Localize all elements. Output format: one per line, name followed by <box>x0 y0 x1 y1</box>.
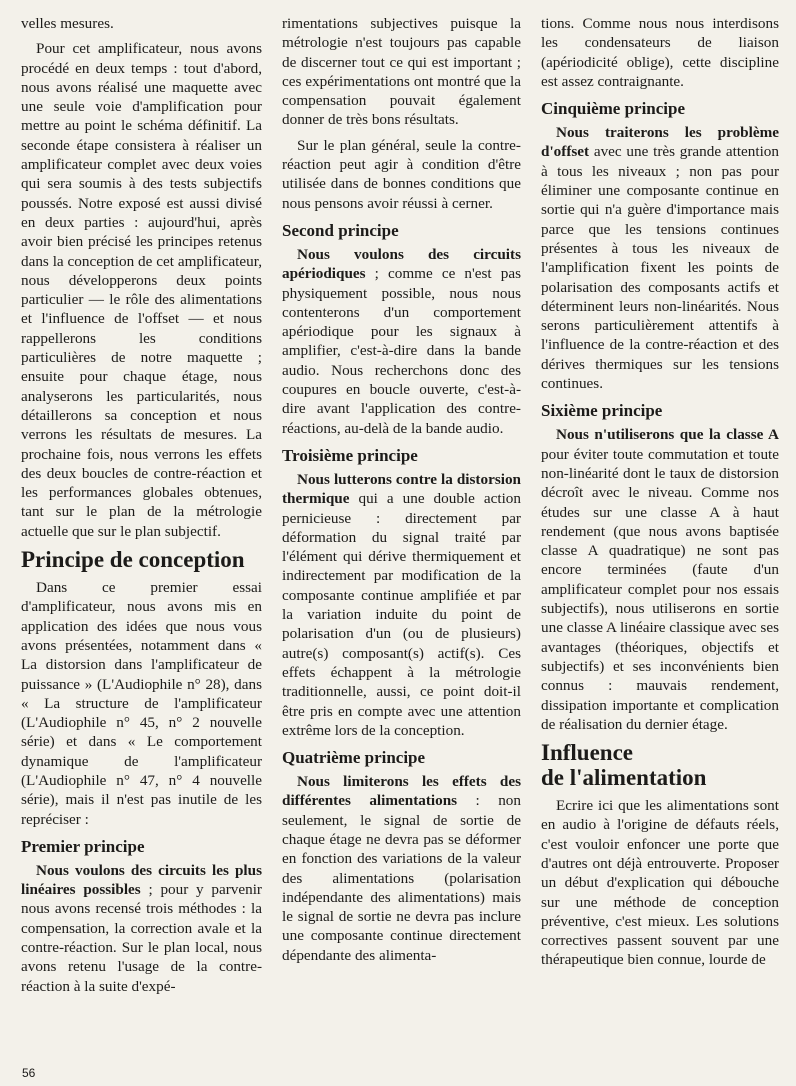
paragraph <box>282 245 521 438</box>
section-heading: Principe de conception <box>21 547 245 573</box>
page-number: 56 <box>22 1066 36 1080</box>
paragraph: velles mesures. <box>21 15 114 32</box>
paragraph: Dans ce premier essai d'amplificateur, nous avons mis en application des idées que nous vous avons présentées, notamment dans « La distorsion dans l'amplificateur de puissance » (L'Audiophile n° 28), dans « La structure de l'amplificateur (L'Audiophile n° 45, n° 2 nouvelle série) et dans « Le comportement dynamique de l'amplificateur (L'Audiophile n° 47, n° 4 nouvelle série), mais il n'est pas inutile de les repréciser : <box>21 579 262 828</box>
paragraph-text: avec une très grande attention à tous les niveaux ; non pas pour éliminer une composante continue en sortie qui n'a guère d'importance mais parce que les tensions continues présentes à tous les niveaux de l'amplification fixent les points de polarisation des composants actifs et déterminent leurs non-linéarités. Nous serons particulièrement attentifs à l'influence de la contre-réaction et des dérives thermiques sur les tensions continues. <box>541 143 779 393</box>
subsection-heading: Cinquième principe <box>541 99 686 119</box>
subsection-heading: Quatrième principe <box>282 748 426 768</box>
section-heading <box>541 740 779 790</box>
bold-lead: Nous voulons des circuits les plus linéaires possibles <box>21 861 262 899</box>
column-1 <box>21 14 262 1002</box>
bold-lead: Nous traiterons les problème d'offset <box>541 124 779 161</box>
subsection-heading: Sixième principe <box>541 401 663 421</box>
paragraph <box>541 425 779 734</box>
paragraph-text: pour éviter toute commutation et toute non-linéarité dont le taux de distorsion décroît avec le niveau. Comme nos études sur une classe A à haut rendement (que nous avons baptisée classe A quadratique) ne sont pas encore terminées (faute d'un amplificateur complet pour nos essais subjectifs), nous utiliserons en sortie une classe A linéaire classique avec ses avantages (théoriques, objectifs et subjectifs) et ses inconvénients bien connus : mauvais rendement, dissipation importante et complication de réalisation du dernier étage. <box>541 445 779 733</box>
paragraph: Sur le plan général, seule la contre-réaction peut agir à condition d'être utilisée dans de bonnes conditions que nous pensons avoir réussi à cerner. <box>282 136 521 212</box>
column-2 <box>282 14 521 971</box>
paragraph-text: : non seulement, le signal de sortie de chaque étage ne devra pas se déformer en fonction des variations de la valeur des alimentations (polarisation indépendante des alimentations) mais le signal de sortie ne devra pas inclure une composante continue directement dépendante des alimenta- <box>282 792 521 964</box>
paragraph <box>282 772 521 965</box>
paragraph-text: qui a une double action pernicieuse : directement par déformation du signal traité par l'élément qui dérive thermiquement et indirectement par modification de la composante continue amplifiée et par la variation induite du point de polarisation d'un (ou de plusieurs) autre(s) composant(s) actif(s). Ces effets échappent à la métrologie traditionnelle, aussi, ce point doit-il être pris en compte avec une attention extrême lors de la conception. <box>282 490 521 739</box>
bold-lead: Nous voulons des circuits apériodiques <box>282 245 521 283</box>
bold-lead: Nous n'utiliserons que la classe A <box>556 426 779 444</box>
paragraph-text: ; comme ce n'est pas physiquement possible, nous nous contenterons d'un comportement apériodique pour les signaux à amplifier, c'est-à-dire dans la bande audio. Nous recherchons donc des coupures en boucle ouverte, c'est-à-dire avant l'application des contre-réactions, au-delà de la bande audio. <box>282 265 521 437</box>
paragraph <box>282 470 521 740</box>
paragraph: Ecrire ici que les alimentations sont en audio à l'origine de défauts réels, c'est vouloir enfoncer une porte que d'autres ont déjà entrouverte. Proposer un début d'explication qui débouche sur une méthode de conception préventive, c'est mieux. Les solutions correctives passent souvent par une thérapeutique bien connue, lourde de <box>541 797 779 969</box>
paragraph-text: ; pour y parvenir nous avons recensé trois méthodes : la compensation, la correction avale et la contre-réaction. Sur le plan local, nous avons retenu l'usage de la contre-réaction à la suite d'expé- <box>21 881 262 995</box>
paragraph <box>21 861 262 996</box>
paragraph: rimentations subjectives puisque la métrologie n'est toujours pas capable de discerner tout ce qui est important ; ces expérimentations ont montré que la compensation pouvait également donner de très bons résultats. <box>282 15 521 129</box>
paragraph: tions. Comme nous nous interdisons les condensateurs de liaison (apériodicité oblige), cette discipline est assez contraignante. <box>541 15 779 90</box>
bold-lead: Nous lutterons contre la distorsion thermique <box>282 470 521 508</box>
subsection-heading: Second principe <box>282 220 399 240</box>
heading-line-2: de l'alimentation <box>541 765 707 791</box>
subsection-heading: Troisième principe <box>282 445 418 465</box>
heading-line-1: Influence <box>541 740 633 766</box>
paragraph: Pour cet amplificateur, nous avons procédé en deux temps : tout d'abord, nous avons réalisé une maquette avec une seule voie d'amplification pour mettre au point le schéma définitif. La seconde étape consistera à réaliser un amplificateur complet avec deux voies qui sera soumis à des tests subjectifs poussés. Notre exposé est aussi divisé en deux parties : aujourd'hui, après avoir bien précisé les principes retenus dans la conception de cet amplificateur, nous développerons deux points particulier — le rôle des alimentations et l'influence de l'offset — et nous rappellerons les conditions particulières de notre maquette ; ensuite pour chaque étage, nous analyserons les particularités, nous détaillerons sa conception et nous verrons les résultats de mesures. La prochaine fois, nous verrons les effets des deux boucles de contre-réaction et les performances globales obtenues, tant sur le plan de la métrologie actuelle que sur le plan subjectif. <box>21 40 262 540</box>
paragraph <box>541 123 779 393</box>
column-3 <box>541 14 779 976</box>
subsection-heading: Premier principe <box>21 836 145 856</box>
bold-lead: Nous limiterons les effets des différentes alimentations <box>282 773 521 810</box>
